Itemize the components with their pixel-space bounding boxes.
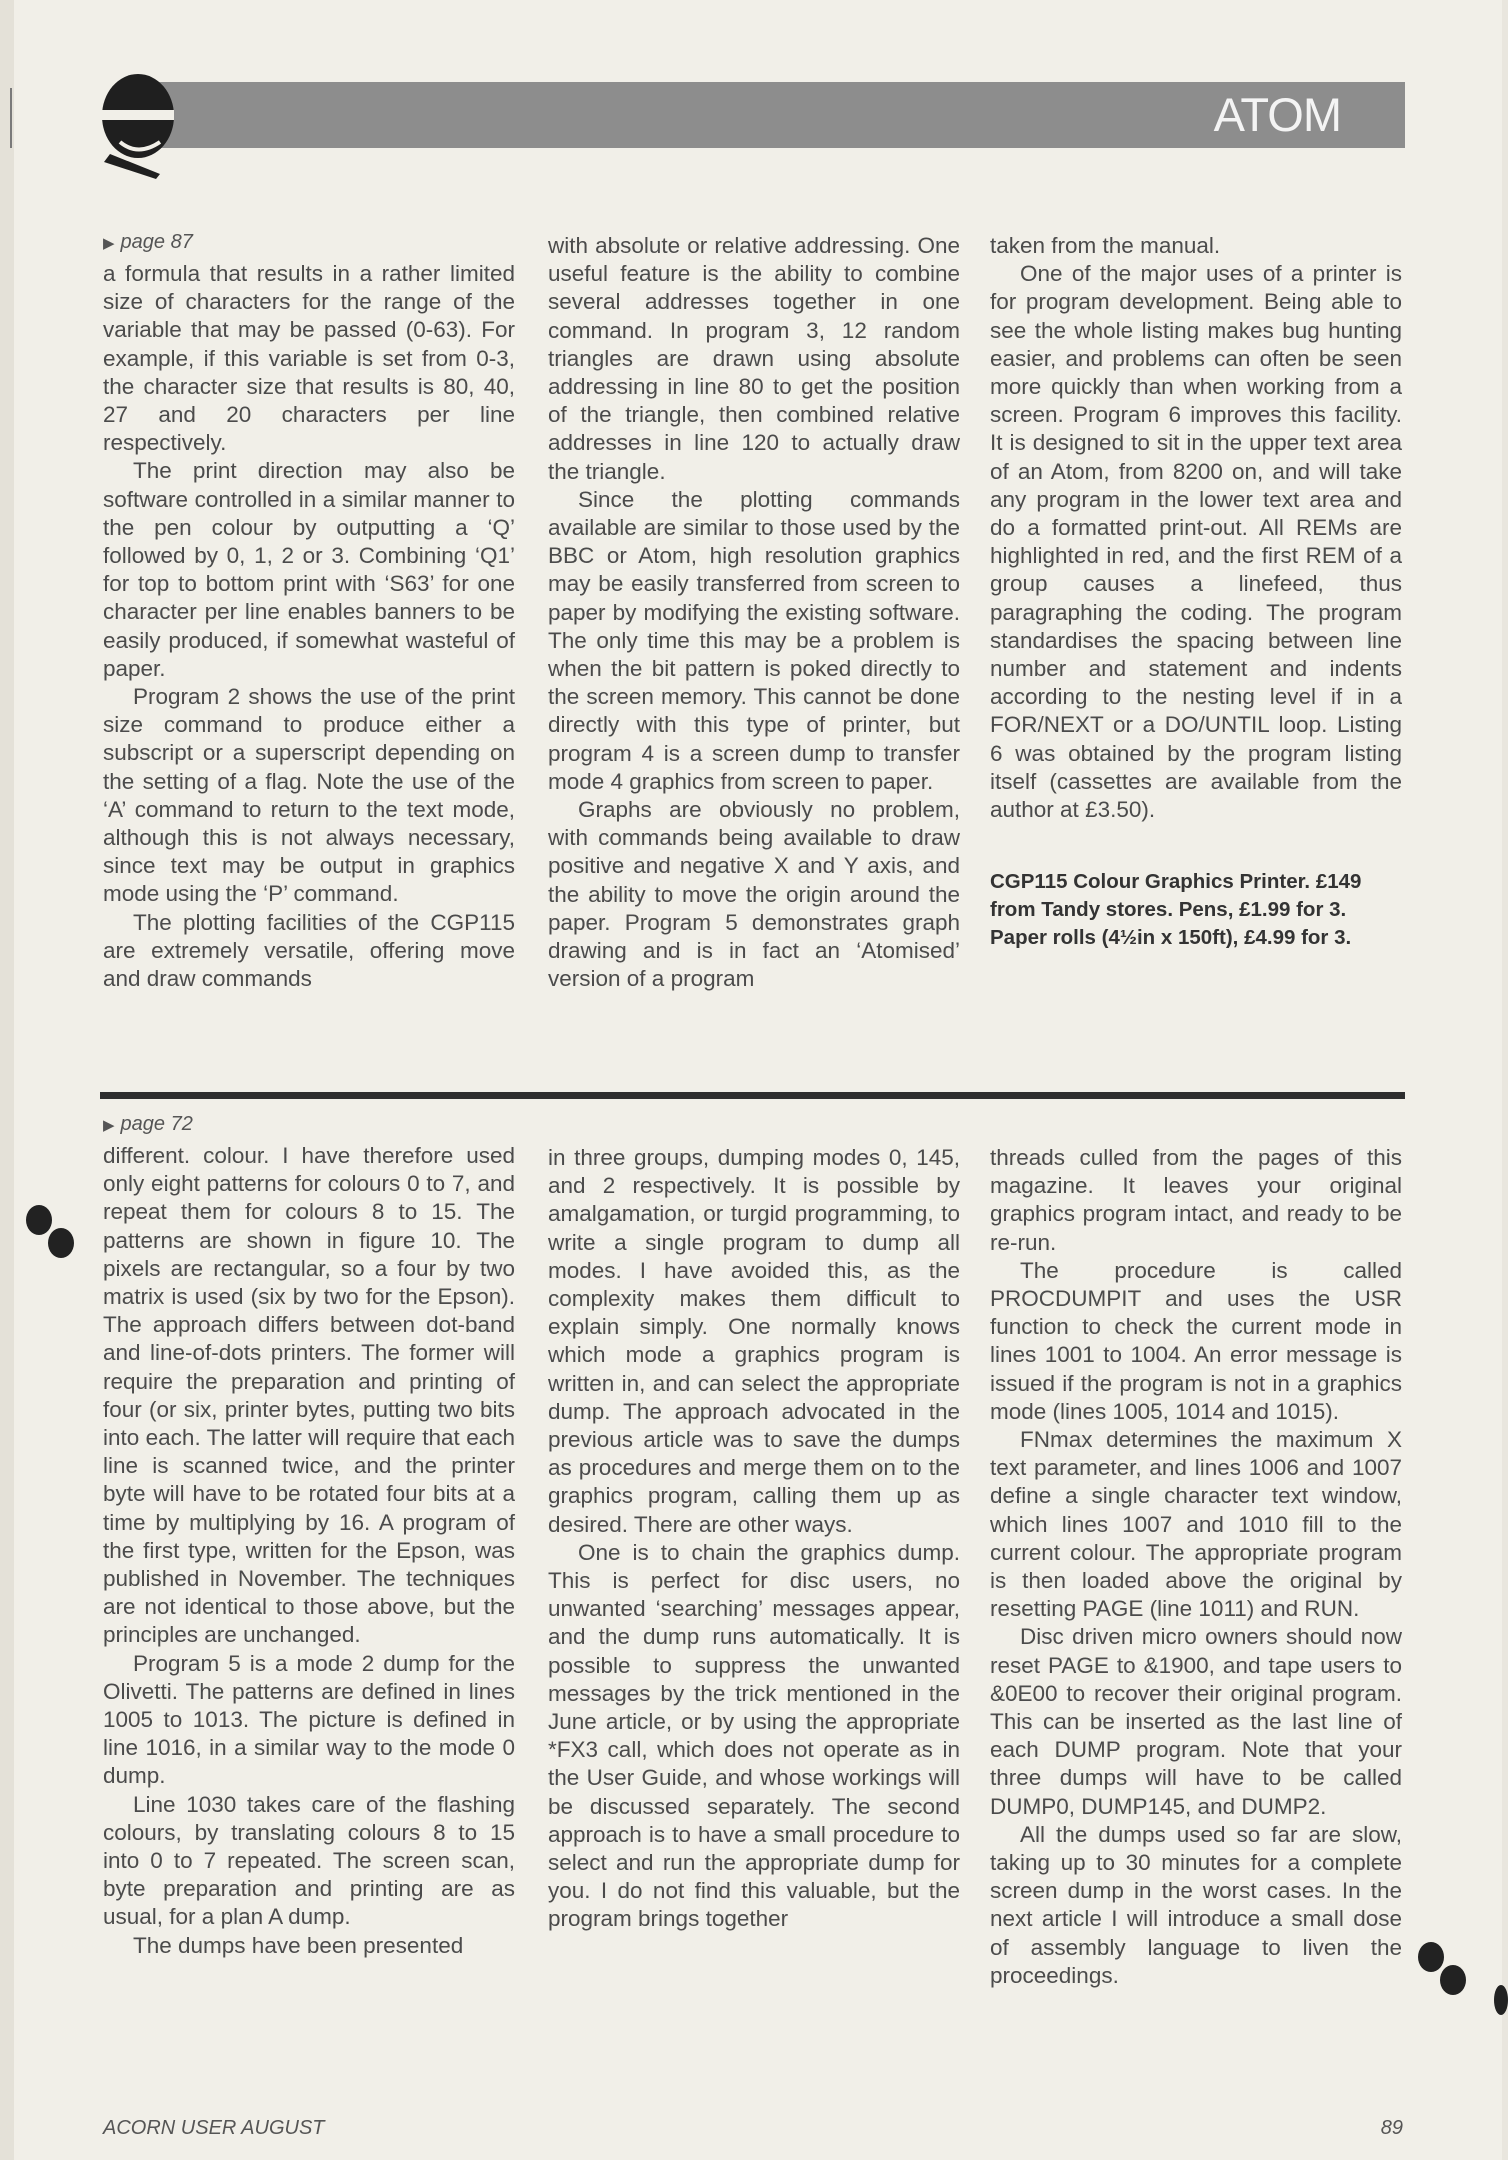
section-title: ATOM xyxy=(1213,88,1341,141)
page-number: 89 xyxy=(1380,2117,1403,2139)
page-edge-left xyxy=(0,0,14,2160)
margin-dot xyxy=(1494,1985,1508,2015)
paragraph: The dumps have been presented xyxy=(133,1932,464,1958)
binding-mark xyxy=(10,88,12,148)
product-spec-box: CGP115 Colour Graphics Printer. £149 from Tandy stores. Pens, £1.99 for 3. Paper rolls (4½in x 150ft), £4.99 for 3. xyxy=(990,870,1362,950)
margin-dot xyxy=(1418,1942,1444,1972)
bottom-column-2 xyxy=(548,1144,960,1934)
acorn-logo-icon xyxy=(100,62,180,180)
paragraph: Disc driven micro owners should now reset PAGE to &1900, and tape users to &0E00 to recover their original program. This can be inserted as the last line of each DUMP program. Note that your three dumps will have to be called DUMP0, DUMP145, and DUMP2. xyxy=(990,1624,1402,1819)
paragraph: in three groups, dumping modes 0, 145, and 2 respectively. It is possible by amalgamation, or turgid programming, to write a single program to dump all modes. I have avoided this, as the complexity makes them difficult to explain simply. One normally knows which mode a graphics program is written in, and can select the appropriate dump. The approach advocated in the previous article was to save the dumps as procedures and merge them on to the graphics program, calling them up as desired. There are other ways. xyxy=(548,1145,960,1537)
article-divider-rule xyxy=(100,1092,1405,1099)
paragraph: All the dumps used so far are slow, taking up to 30 minutes for a complete screen dump in the worst cases. In the next article I will introduce a small dose of assembly language to liven the proceedings. xyxy=(990,1821,1402,1988)
paragraph: different. colour. I have therefore used only eight patterns for colours 0 to 7, and repeat them for colours 8 to 15. The patterns are shown in figure 10. The pixels are rectangular, so a four by two matrix is used (six by two for the Epson). The approach differs between dot-band and line-of-dots printers. The former will require the preparation and printing of four (or six, printer bytes, putting two bits into each. The latter will require that each line is scanned twice, and the printer byte will have to be rotated four bits at a time by multiplying by 16. A program of the first type, written for the Epson, was published in November. The techniques are not identical to those above, but the principles are unchanged. xyxy=(103,1143,515,1648)
paragraph: Line 1030 takes care of the flashing colours, by translating colours 8 to 15 into 0 to 7 repeated. The screen scan, byte preparation and printing are as usual, for a plan A dump. xyxy=(103,1791,515,1930)
paragraph: The print direction may also be software controlled in a similar manner to the pen colour by outputting a ‘Q’ followed by 0, 1, 2 or 3. Combining ‘Q1’ for top to bottom print with ‘S63’ for one character per line enables banners to be easily produced, if somewhat wasteful of paper. xyxy=(103,458,515,681)
paragraph: taken from the manual. xyxy=(990,233,1221,258)
margin-dot xyxy=(48,1228,74,1258)
top-column-2 xyxy=(548,232,960,993)
paragraph: One of the major uses of a printer is for program development. Being able to see the whole listing makes bug hunting easier, and problems can often be seen more quickly than when working from a screen. Program 6 improves this facility. It is designed to sit in the upper text area of an Atom, from 8200 on, and will take any program in the lower text area and do a formatted print-out. All REMs are highlighted in red, and the first REM of a group causes a linefeed, thus paragraphing the coding. The program standardises the spacing between line number and statement and indents according to the nesting level if in a FOR/NEXT or a DO/UNTIL loop. Listing 6 was obtained by the program listing itself (cassettes are available from the author at £3.50). xyxy=(990,261,1402,823)
paragraph: The plotting facilities of the CGP115 are extremely versatile, offering move and draw commands xyxy=(103,909,515,992)
paragraph: The procedure is called PROCDUMPIT and uses the USR function to check the current mode in lines 1001 to 1004. An error message is issued if the program is not in a graphics mode (lines 1005, 1014 and 1015). xyxy=(990,1257,1402,1424)
bottom-column-1 xyxy=(103,1112,515,1960)
bottom-column-3 xyxy=(990,1144,1402,1990)
paragraph: Graphs are obviously no problem, with commands being available to draw positive and negative X and Y axis, and the ability to move the origin around the paper. Program 5 demonstrates graph drawing and is in fact an ‘Atomised’ version of a program xyxy=(548,797,960,992)
margin-dot xyxy=(26,1205,52,1235)
paragraph: Program 2 shows the use of the print size command to produce either a subscript or a superscript depending on the setting of a flag. Note the use of the ‘A’ command to return to the text mode, although this is not always necessary, since text may be output in graphics mode using the ‘P’ command. xyxy=(103,684,515,907)
page-edge-right xyxy=(1502,0,1508,2160)
margin-dot xyxy=(1440,1965,1466,1995)
paragraph: FNmax determines the maximum X text parameter, and lines 1006 and 1007 define a single character text window, which lines 1007 and 1010 fill to the current colour. The appropriate program is then loaded above the original by resetting PAGE (line 1011) and RUN. xyxy=(990,1427,1402,1622)
section-header-bar xyxy=(158,82,1405,148)
paragraph: with absolute or relative addressing. One useful feature is the ability to combine several addresses together in one command. In program 3, 12 random triangles are drawn using absolute addressing in line 80 to get the position of the triangle, then combined relative addresses in line 120 to actually draw the triangle. xyxy=(548,233,960,484)
continued-from-marker: ▶ page 72 xyxy=(103,1113,193,1135)
paragraph: a formula that results in a rather limited size of characters for the range of the variable that may be passed (0-63). For example, if this variable is set from 0-3, the character size that results is 80, 40, 27 and 20 characters per line respectively. xyxy=(103,261,515,456)
paragraph: One is to chain the graphics dump. This is perfect for disc users, no unwanted ‘searching’ messages appear, and the dump runs automatically. It is possible to suppress the unwanted messages by the trick mentioned in the June article, or by using the appropriate *FX3 call, which does not operate as in the User Guide, and whose workings will be discussed separately. The second approach is to have a small procedure to select and run the appropriate dump for you. I do not find this valuable, but the program brings together xyxy=(548,1539,960,1932)
continued-from-marker: ▶ page 87 xyxy=(103,231,193,253)
publication-footer: ACORN USER AUGUST xyxy=(103,2117,325,2139)
top-column-1 xyxy=(103,230,515,993)
paragraph: Since the plotting commands available are similar to those used by the BBC or Atom, high resolution graphics may be easily transferred from screen to paper by modifying the existing software. The only time this may be a problem is when the bit pattern is poked directly to the screen memory. This cannot be done directly with this type of printer, but program 4 is a screen dump to transfer mode 4 graphics from screen to paper. xyxy=(548,486,960,794)
paragraph: threads culled from the pages of this magazine. It leaves your original graphics program intact, and ready to be re-run. xyxy=(990,1145,1402,1255)
paragraph: Program 5 is a mode 2 dump for the Olivetti. The patterns are defined in lines 1005 to 1013. The picture is defined in line 1016, in a similar way to the mode 0 dump. xyxy=(103,1650,515,1789)
top-column-3 xyxy=(990,232,1402,952)
